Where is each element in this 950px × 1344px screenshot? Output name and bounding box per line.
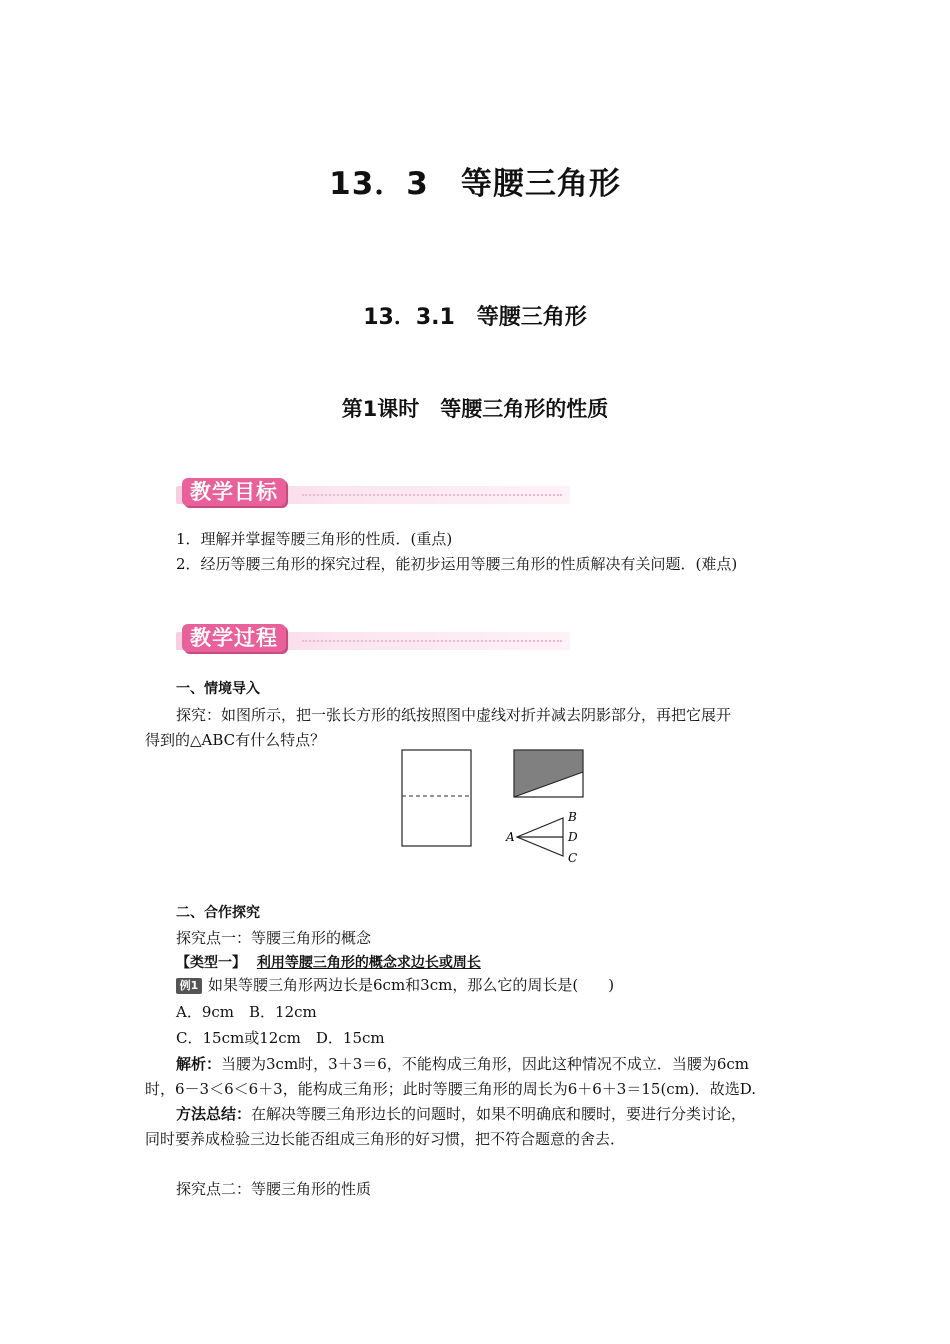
type1-title: 利用等腰三角形的概念求边长或周长 — [256, 955, 481, 971]
type1-label: 【类型一】 — [176, 955, 246, 971]
summary-text-1: 在解决等腰三角形边长的问题时，如果不明确底和腰时，要进行分类讨论， — [251, 1105, 747, 1123]
summary-line-2: 同时要养成检验三边长能否组成三角形的好习惯，把不符合题意的舍去． — [145, 1130, 626, 1148]
banner-dots — [302, 494, 562, 496]
goal-item-2: 2．经历等腰三角形的探究过程，能初步运用等腰三角形的性质解决有关问题．(难点) — [176, 555, 738, 573]
example-question: 如果等腰三角形两边长是6cm和3cm，那么它的周长是( ) — [208, 976, 615, 994]
section-title: 13．3.1 等腰三角形 — [363, 305, 587, 330]
analysis-text-1: 当腰为3cm时，3＋3＝6，不能构成三角形，因此这种情况不成立．当腰为6cm — [221, 1055, 749, 1073]
options-line-2: C．15cm或12cm D．15cm — [176, 1029, 385, 1047]
goal-item-1: 1．理解并掌握等腰三角形的性质．(重点) — [176, 530, 453, 548]
analysis-label: 解析： — [176, 1055, 222, 1073]
rectangle-paper — [402, 750, 471, 846]
label-d: D — [568, 830, 578, 844]
goals-banner — [176, 478, 570, 510]
part1-heading: 一、情境导入 — [176, 681, 260, 697]
part1-text-line1: 探究：如图所示，把一张长方形的纸按照图中虚线对折并减去阴影部分，再把它展开 — [176, 706, 732, 724]
page-title: 13．3 等腰三角形 — [329, 166, 621, 202]
goals-banner-label: 教学目标 — [182, 478, 286, 506]
part1-text-line2: 得到的△ABC有什么特点？ — [145, 731, 326, 749]
process-banner — [176, 624, 570, 656]
point1-title: 探究点一：等腰三角形的概念 — [176, 929, 372, 947]
shaded-region — [514, 750, 583, 797]
analysis-line-1 — [176, 1052, 749, 1076]
summary-line-1 — [176, 1102, 746, 1126]
label-a: A — [506, 830, 515, 844]
process-banner-label: 教学过程 — [182, 624, 286, 652]
part2-heading: 二、合作探究 — [176, 905, 260, 921]
lesson-title: 第1课时 等腰三角形的性质 — [341, 397, 609, 421]
banner-dots — [302, 640, 562, 642]
point2-title: 探究点二：等腰三角形的性质 — [176, 1180, 372, 1198]
type1-heading — [176, 951, 481, 975]
example-1 — [176, 973, 614, 997]
paper-folding-figure — [395, 745, 595, 870]
example-badge: 例1 — [176, 978, 202, 994]
label-c: C — [568, 851, 578, 865]
label-b: B — [568, 810, 577, 824]
summary-label: 方法总结： — [176, 1105, 252, 1123]
analysis-line-2: 时，6－3＜6＜6＋3，能构成三角形；此时等腰三角形的周长为6＋6＋3＝15(cm)．故选D. — [145, 1080, 757, 1098]
options-line-1: A．9cm B．12cm — [176, 1003, 317, 1021]
